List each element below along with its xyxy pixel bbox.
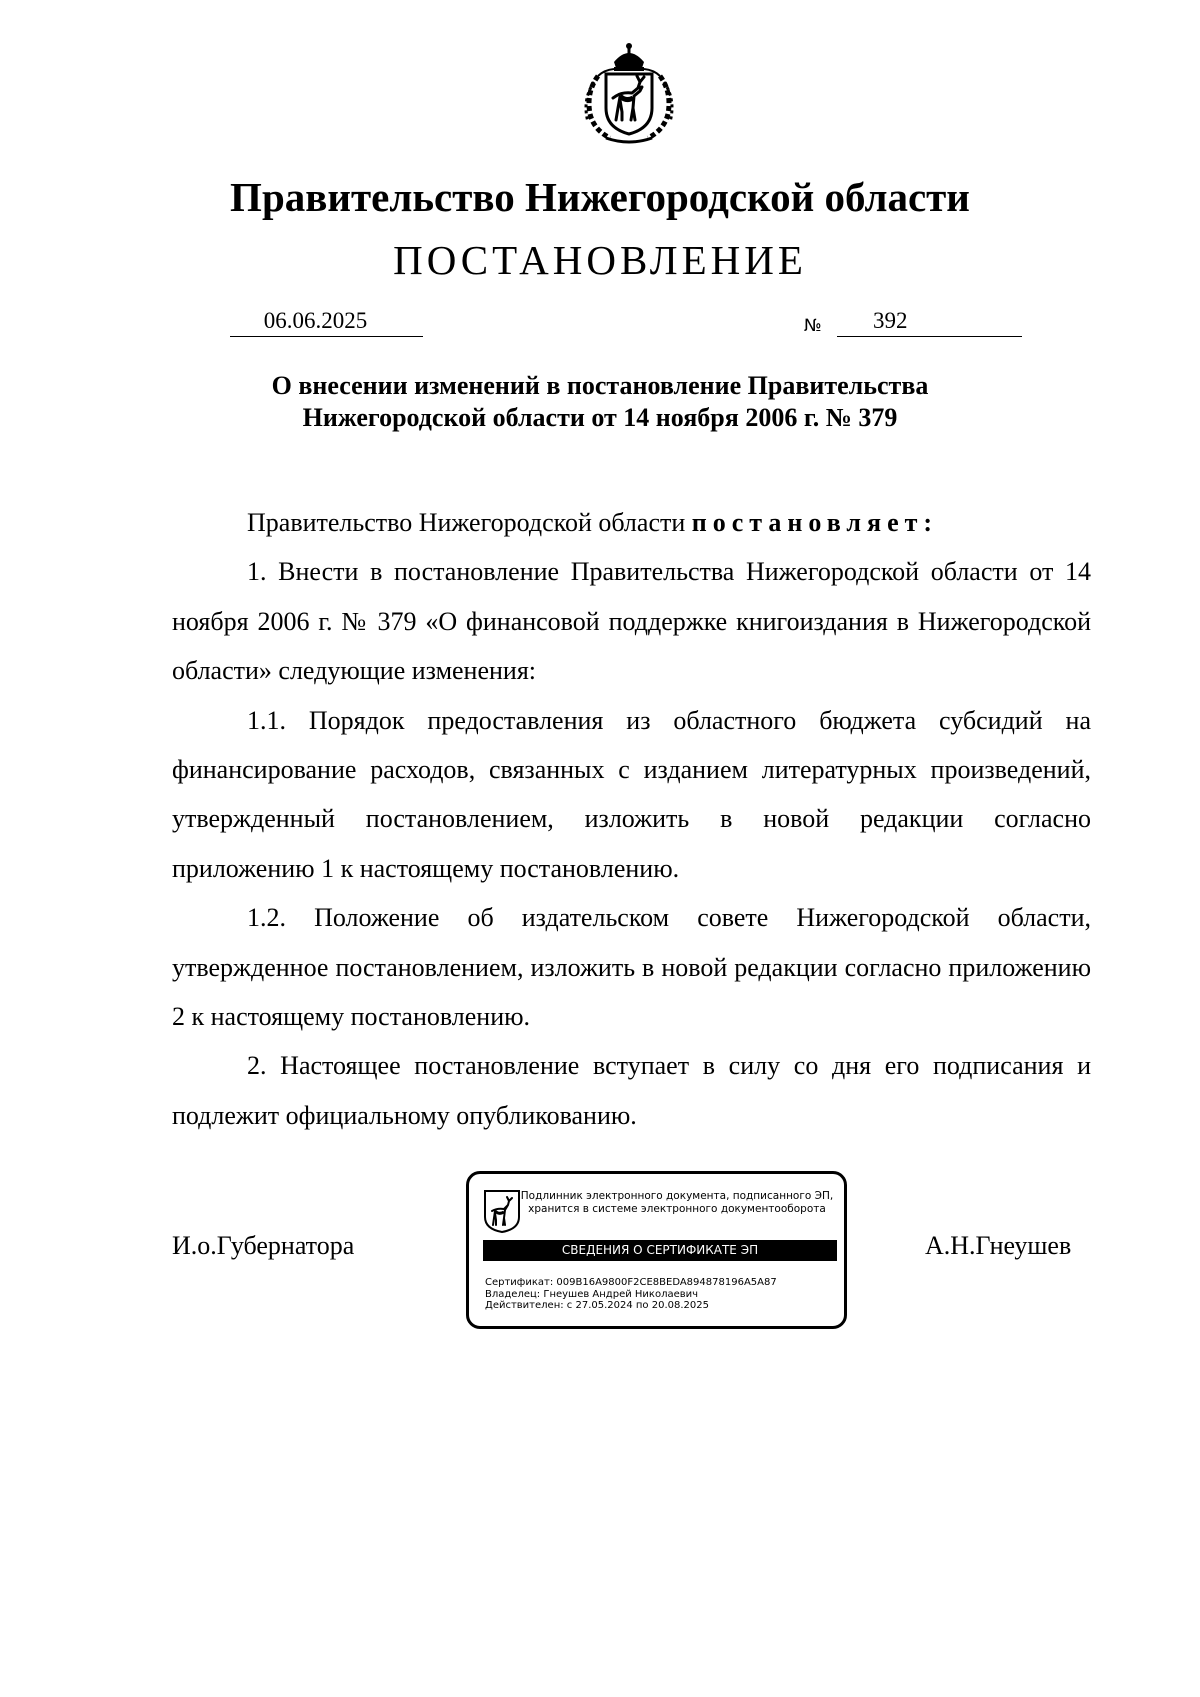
paragraph-2: 2. Настоящее постановление вступает в силу со дня его подписания и подлежит официальному опубликованию. <box>172 1051 1091 1130</box>
document-date <box>230 308 423 337</box>
paragraph-1: 1. Внести в постановление Правительства Нижегородской области от 14 ноября 2006 г. № 379 «О финансовой поддержке книгоиздания в Нижегородской области» следующие изменения: <box>172 557 1091 686</box>
coat-of-arms-icon <box>576 42 682 148</box>
document-subject <box>0 370 1200 434</box>
document-number-value: 392 <box>873 308 908 333</box>
document-date-value: 06.06.2025 <box>263 308 368 333</box>
number-sign: № <box>804 316 822 336</box>
signatory-name: А.Н.Гнеушев <box>925 1231 1072 1260</box>
preamble-prefix: Правительство Нижегородской области <box>247 508 686 537</box>
stamp-header-line-2: хранится в системе электронного документооборота <box>528 1203 826 1215</box>
preamble <box>172 498 1091 547</box>
paragraph-1-2: 1.2. Положение об издательском совете Нижегородской области, утвержденное постановлением, изложить в новой редакции согласно приложению 2 к настоящему постановлению. <box>172 903 1091 1032</box>
certificate-details <box>485 1277 777 1312</box>
document-number <box>837 308 1022 337</box>
preamble-verb: постановляет: <box>691 508 939 537</box>
paragraph-1-1: 1.1. Порядок предоставления из областного бюджета субсидий на финансирование расходов, связанных с изданием литературных произведений, утвержденный постановлением, изложить в новой редакции согласно приложению 1 к настоящему постановлению. <box>172 705 1091 883</box>
certificate-id: Сертификат: 009B16A9800F2CE8BEDA894878196A5A87 <box>485 1277 777 1288</box>
document-body <box>172 498 1091 1140</box>
organization-title: Правительство Нижегородской области <box>230 174 970 220</box>
electronic-signature-stamp <box>466 1171 847 1329</box>
signatory-position: И.о.Губернатора <box>172 1231 355 1260</box>
stamp-header <box>517 1190 837 1216</box>
certificate-owner: Владелец: Гнеушев Андрей Николаевич <box>485 1288 699 1300</box>
deer-emblem-icon <box>483 1189 521 1233</box>
stamp-header-line-1: Подлинник электронного документа, подписанного ЭП, <box>520 1190 834 1202</box>
stamp-title: СВЕДЕНИЯ О СЕРТИФИКАТЕ ЭП <box>483 1240 837 1261</box>
document-type: ПОСТАНОВЛЕНИЕ <box>393 237 807 283</box>
subject-line-2: Нижегородской области от 14 ноября 2006 г. № 379 <box>302 403 898 432</box>
certificate-validity: Действителен: с 27.05.2024 по 20.08.2025 <box>485 1300 709 1311</box>
subject-line-1: О внесении изменений в постановление Правительства <box>271 371 929 400</box>
